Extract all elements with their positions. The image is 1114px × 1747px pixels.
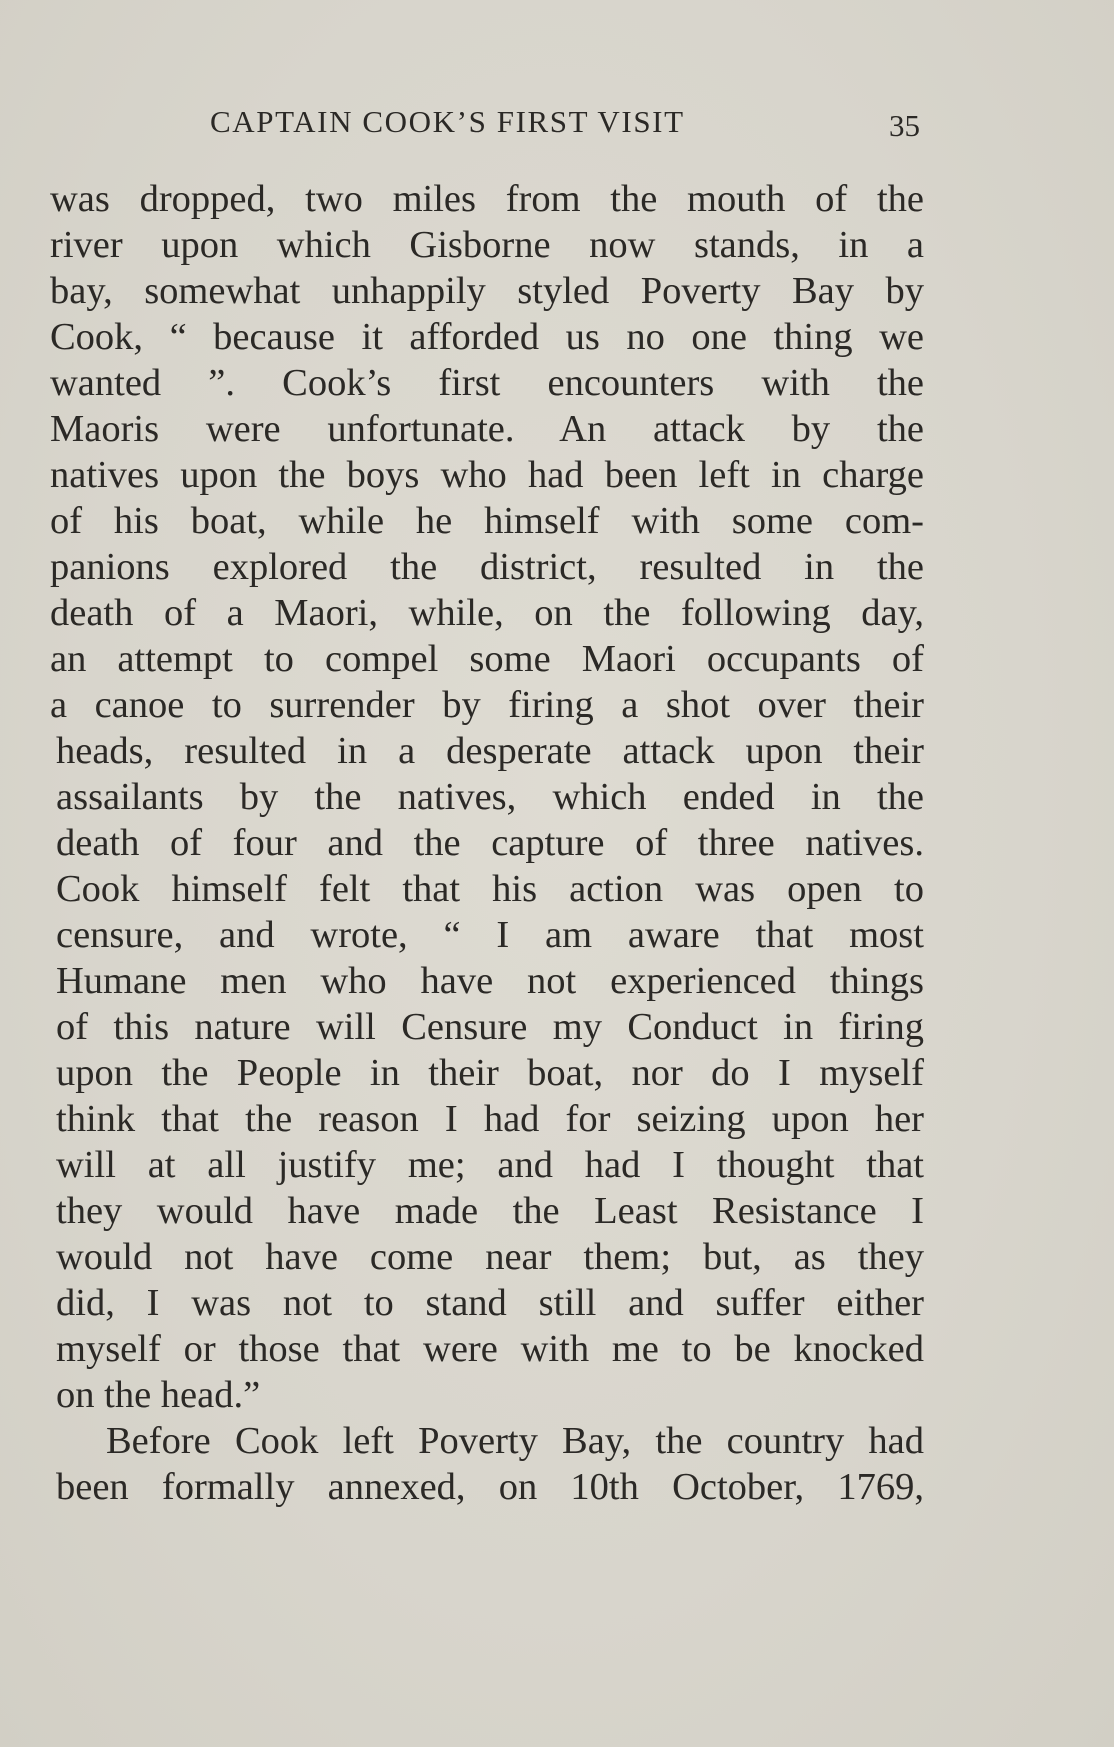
text-line: of this nature will Censure my Conduct in firing (56, 1006, 924, 1048)
text-line: upon the People in their boat, nor do I myself (56, 1052, 924, 1094)
text-line: Cook himself felt that his action was open to (56, 868, 924, 910)
text-line: Humane men who have not experienced things (56, 960, 924, 1002)
text-line: heads, resulted in a desperate attack upon their (56, 730, 924, 772)
text-line: panions explored the district, resulted in the (50, 546, 924, 588)
text-line: wanted ”. Cook’s first encounters with the (50, 362, 924, 404)
text-line: on the head.” (56, 1374, 261, 1416)
text-line: will at all justify me; and had I thought that (56, 1144, 924, 1186)
text-line: death of a Maori, while, on the following day, (50, 592, 924, 634)
text-line: river upon which Gisborne now stands, in a (50, 224, 924, 266)
text-line: think that the reason I had for seizing upon her (56, 1098, 924, 1140)
page-number: 35 (889, 108, 920, 143)
text-line: natives upon the boys who had been left in charge (50, 454, 924, 496)
body-text (50, 176, 924, 1510)
text-line: assailants by the natives, which ended in the (56, 776, 924, 818)
text-line: they would have made the Least Resistance I (56, 1190, 924, 1232)
text-line: would not have come near them; but, as they (56, 1236, 924, 1278)
text-line: bay, somewhat unhappily styled Poverty Bay by (50, 270, 924, 312)
text-line: been formally annexed, on 10th October, 1769, (56, 1466, 924, 1508)
running-head (50, 104, 920, 144)
text-line: an attempt to compel some Maori occupants of (50, 638, 924, 680)
text-line: of his boat, while he himself with some com- (50, 500, 924, 542)
text-line: Cook, “ because it afforded us no one thing we (50, 316, 924, 358)
running-title: CAPTAIN COOK’S FIRST VISIT (210, 104, 685, 139)
text-line: myself or those that were with me to be knocked (56, 1328, 924, 1370)
text-line: death of four and the capture of three natives. (56, 822, 924, 864)
text-line: a canoe to surrender by firing a shot over their (50, 684, 924, 726)
paragraph-first-line: Before Cook left Poverty Bay, the country had (106, 1420, 924, 1462)
text-line: did, I was not to stand still and suffer either (56, 1282, 924, 1324)
text-line: Maoris were unfortunate. An attack by the (50, 408, 924, 450)
text-line: was dropped, two miles from the mouth of the (50, 178, 924, 220)
text-line: censure, and wrote, “ I am aware that most (56, 914, 924, 956)
